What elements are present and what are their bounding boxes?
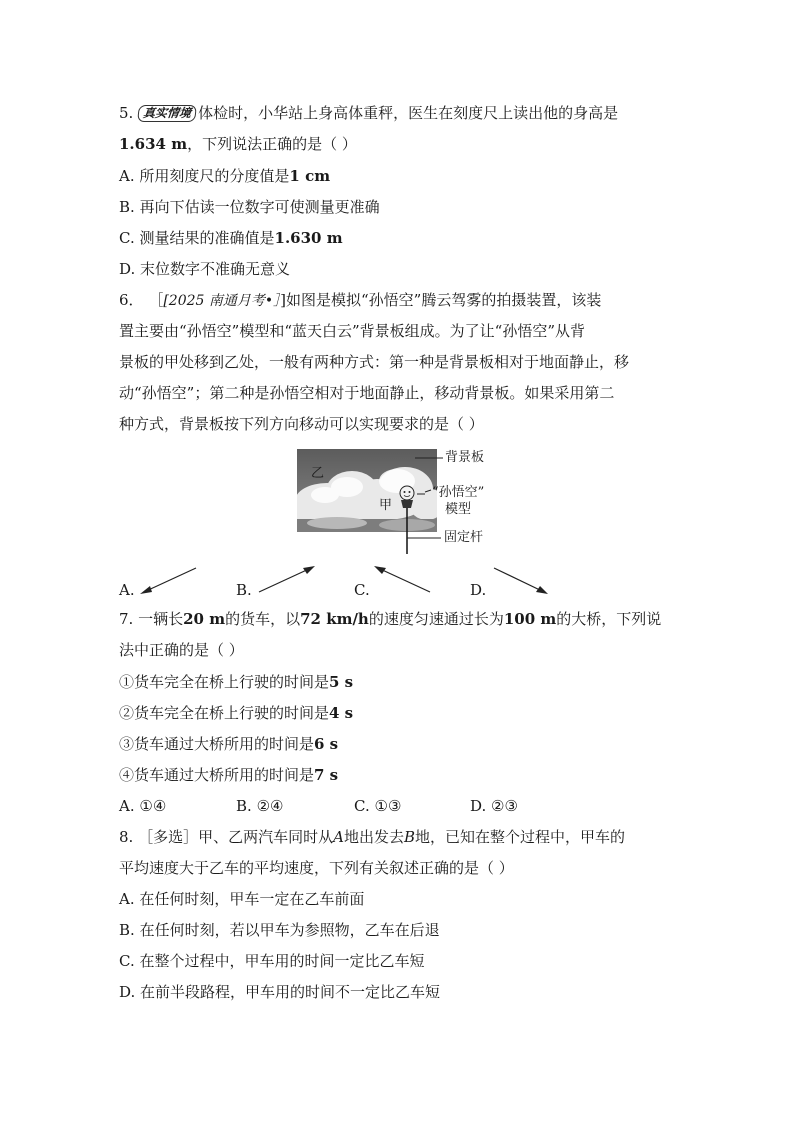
option-text: ②③ — [491, 797, 518, 815]
q7-statement-1 — [119, 672, 353, 692]
q7-text: 的大桥，下列说 — [556, 610, 662, 628]
option-value: 1 cm — [289, 167, 331, 185]
option-label: C. — [119, 952, 135, 970]
q5-line-2 — [119, 134, 357, 154]
statement-text: ①货车完全在桥上行驶的时间是 — [119, 673, 330, 691]
q6-source-open: ［ — [148, 291, 164, 309]
q8-option-d[interactable] — [119, 982, 440, 1002]
q6-line-2: 置主要由“孙悟空”模型和“蓝天白云”背景板组成。为了让“孙悟空”从背 — [119, 322, 586, 340]
q8-option-c[interactable] — [119, 951, 425, 971]
q8-point-b: B — [403, 828, 416, 846]
q8-point-a: A — [333, 828, 344, 846]
q8-number: 8. — [119, 828, 134, 846]
q6-option-d-label[interactable]: D. — [470, 581, 487, 599]
option-label: C. — [354, 797, 370, 815]
q7-option-a[interactable] — [119, 796, 166, 816]
option-value: 1.630 m — [274, 229, 343, 247]
q5-line-1 — [119, 103, 618, 123]
option-label: A. — [119, 797, 135, 815]
option-text: 末位数字不准确无意义 — [140, 260, 291, 278]
q8-option-b[interactable] — [119, 920, 440, 940]
option-label: D. — [470, 797, 487, 815]
q5-height-value: 1.634 m — [119, 135, 188, 153]
q7-text: 的货车，以 — [225, 610, 301, 628]
q6-line-3: 景板的甲处移到乙处，一般有两种方式：第一种是背景板相对于地面静止，移 — [119, 353, 630, 371]
q7-statement-2 — [119, 703, 353, 723]
option-text: ①④ — [139, 797, 167, 815]
option-label: B. — [119, 198, 135, 216]
statement-text: ②货车完全在桥上行驶的时间是 — [119, 704, 330, 722]
arrow-up-right-icon — [255, 564, 317, 596]
option-label: D. — [119, 983, 136, 1001]
q7-text: 的速度匀速通过长为 — [368, 610, 504, 628]
q5-badge: 真实情境 — [137, 105, 197, 122]
q6-number: 6． — [119, 291, 144, 309]
option-label: B. — [236, 797, 252, 815]
q8-line-2: 平均速度大于乙车的平均速度，下列有关叙述正确的是（ ） — [119, 859, 514, 877]
q5-number: 5. — [119, 104, 134, 122]
q7-option-d[interactable] — [470, 796, 518, 816]
q7-bridge-length: 100 m — [503, 610, 557, 628]
label-jia: 甲 — [379, 498, 393, 513]
q6-source: [2025 南通月考•］ — [163, 293, 281, 309]
option-text: 在任何时刻，若以甲车为参照物，乙车在后退 — [139, 921, 440, 939]
label-background-board: 背景板 — [445, 450, 485, 465]
statement-value: 4 s — [329, 704, 354, 722]
q7-statement-3 — [119, 734, 338, 754]
q8-text: 甲、乙两汽车同时从 — [198, 828, 334, 846]
q6-line-4: 动“孙悟空”；第二种是孙悟空相对于地面静止，移动背景板。如果采用第二 — [119, 384, 615, 402]
q7-truck-length: 20 m — [183, 610, 226, 628]
q6-stem-1: ]如图是模拟“孙悟空”腾云驾雾的拍摄装置，该装 — [280, 291, 602, 309]
option-label: A. — [119, 167, 135, 185]
arrow-down-left-icon — [138, 564, 200, 596]
q8-line-1 — [119, 827, 625, 847]
statement-text: ③货车通过大桥所用的时间是 — [119, 735, 315, 753]
q6-option-c-label[interactable]: C. — [354, 581, 370, 599]
option-text: 在前半段路程，甲车用的时间不一定比乙车短 — [140, 983, 441, 1001]
statement-value: 5 s — [329, 673, 354, 691]
q7-number: 7. — [119, 610, 134, 628]
q7-option-b[interactable] — [236, 796, 283, 816]
option-text: 在任何时刻，甲车一定在乙车前面 — [139, 890, 365, 908]
label-model-2: 模型 — [445, 502, 472, 517]
q6-option-a-label[interactable]: A. — [119, 581, 135, 599]
option-text: 再向下估读一位数字可使测量更准确 — [139, 198, 380, 216]
q5-stem-2: ，下列说法正确的是（ ） — [187, 135, 357, 153]
q6-line-1 — [119, 290, 601, 311]
label-fixed-rod: 固定杆 — [444, 530, 484, 545]
option-label: C. — [119, 229, 135, 247]
arrow-up-left-icon — [372, 564, 434, 596]
statement-value: 7 s — [314, 766, 339, 784]
q5-stem-1: 体检时，小华站上身高体重秤，医生在刻度尺上读出他的身高是 — [198, 104, 619, 122]
option-text: 在整个过程中，甲车用的时间一定比乙车短 — [139, 952, 425, 970]
q7-speed: 72 km/h — [300, 610, 369, 628]
q8-text: 地出发去 — [343, 828, 404, 846]
q8-option-a[interactable] — [119, 889, 364, 909]
q6-line-5: 种方式，背景板按下列方向移动可以实现要求的是（ ） — [119, 415, 484, 433]
option-text: ①③ — [374, 797, 402, 815]
q5-option-b[interactable] — [119, 197, 380, 217]
q7-option-c[interactable] — [354, 796, 401, 816]
option-text: 测量结果的准确值是 — [139, 229, 275, 247]
q8-multi-tag: ［多选］ — [138, 828, 199, 846]
q6-option-b-label[interactable]: B. — [236, 581, 252, 599]
q7-line-1 — [119, 609, 661, 629]
statement-value: 6 s — [314, 735, 339, 753]
q7-line-2: 法中正确的是（ ） — [119, 641, 244, 659]
label-model-1: “孙悟空” — [432, 485, 485, 500]
label-yi: 乙 — [311, 466, 325, 481]
statement-text: ④货车通过大桥所用的时间是 — [119, 766, 315, 784]
q5-option-c[interactable] — [119, 228, 343, 248]
q7-text: 一辆长 — [138, 610, 184, 628]
q5-option-d[interactable] — [119, 259, 290, 279]
option-label: A. — [119, 890, 135, 908]
arrow-down-right-icon — [490, 564, 552, 596]
option-text: ②④ — [256, 797, 284, 815]
option-text: 所用刻度尺的分度值是 — [139, 167, 290, 185]
q8-text: 地，已知在整个过程中，甲车的 — [415, 828, 626, 846]
q5-option-a[interactable] — [119, 166, 330, 186]
option-label: D. — [119, 260, 136, 278]
q7-statement-4 — [119, 765, 338, 785]
option-label: B. — [119, 921, 135, 939]
